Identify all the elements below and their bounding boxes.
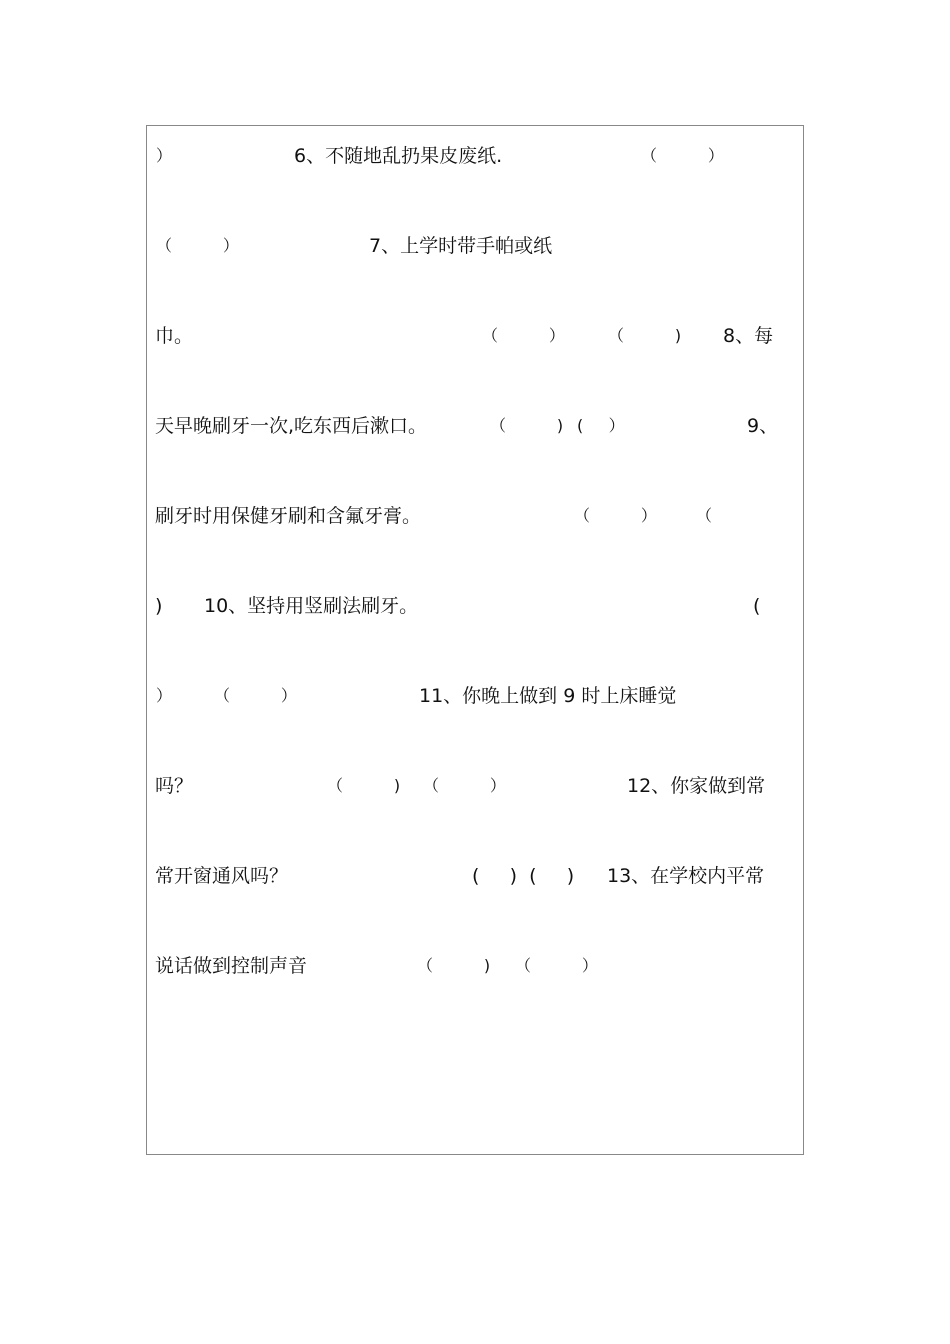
answer-blank: （ ） [574,506,657,525]
text-line-9 [147,861,803,891]
text-line-8 [147,771,803,801]
text-line-6 [147,591,803,621]
answer-blank: （ ) [327,776,401,795]
answer-blank: （ ） [214,686,297,705]
item-13-text-cont: 说话做到控制声音 [155,955,308,977]
answer-blank: （ ) [417,956,491,975]
answer-blank: （ ） [515,956,598,975]
text-line-7 [147,681,803,711]
item-8-text-cont: 天早晚刷牙一次,吃东西后漱口。 [155,415,428,437]
text-line-2 [147,231,803,261]
paren-close: ) [155,595,163,617]
text-line-1 [147,141,803,171]
answer-blank: （ ） [641,146,724,165]
item-8-text: 8、每 [723,325,774,347]
answer-blank: （ [696,506,713,525]
item-12-text-cont: 常开窗通风吗？ [155,865,289,887]
answer-blank: （ ） [482,326,565,345]
answer-blank: （ ） [423,776,506,795]
text-line-3 [147,321,803,351]
item-7-text: 7、上学时带手帕或纸 [369,235,553,257]
item-10-text: 10、坚持用竖刷法刷牙。 [204,595,419,617]
document-frame [146,125,804,1155]
paren-close: ） [156,146,173,165]
answer-blank: （ ) [490,416,564,435]
paren-open: ( [753,595,761,617]
item-11-text-cont: 吗？ [155,775,194,797]
text-line-5 [147,501,803,531]
item-11-text: 11、你晚上做到 9 时上床睡觉 [419,685,677,707]
item-9-text-cont: 刷牙时用保健牙刷和含氟牙膏。 [155,505,422,527]
answer-blank: （ ) [608,326,682,345]
answer-blank: ( ) ( ) [472,865,575,887]
item-13-text: 13、在学校内平常 [607,865,765,887]
item-12-text: 12、你家做到常 [627,775,766,797]
item-7-text-cont: 巾。 [155,325,194,347]
paren-close: ） [156,686,173,705]
item-6-text: 6、不随地乱扔果皮废纸. [294,145,503,167]
answer-blank: ( ） [577,416,625,435]
answer-blank: （ ） [156,236,239,255]
text-line-10 [147,951,803,981]
text-line-4 [147,411,803,441]
item-9-text: 9、 [747,415,779,437]
